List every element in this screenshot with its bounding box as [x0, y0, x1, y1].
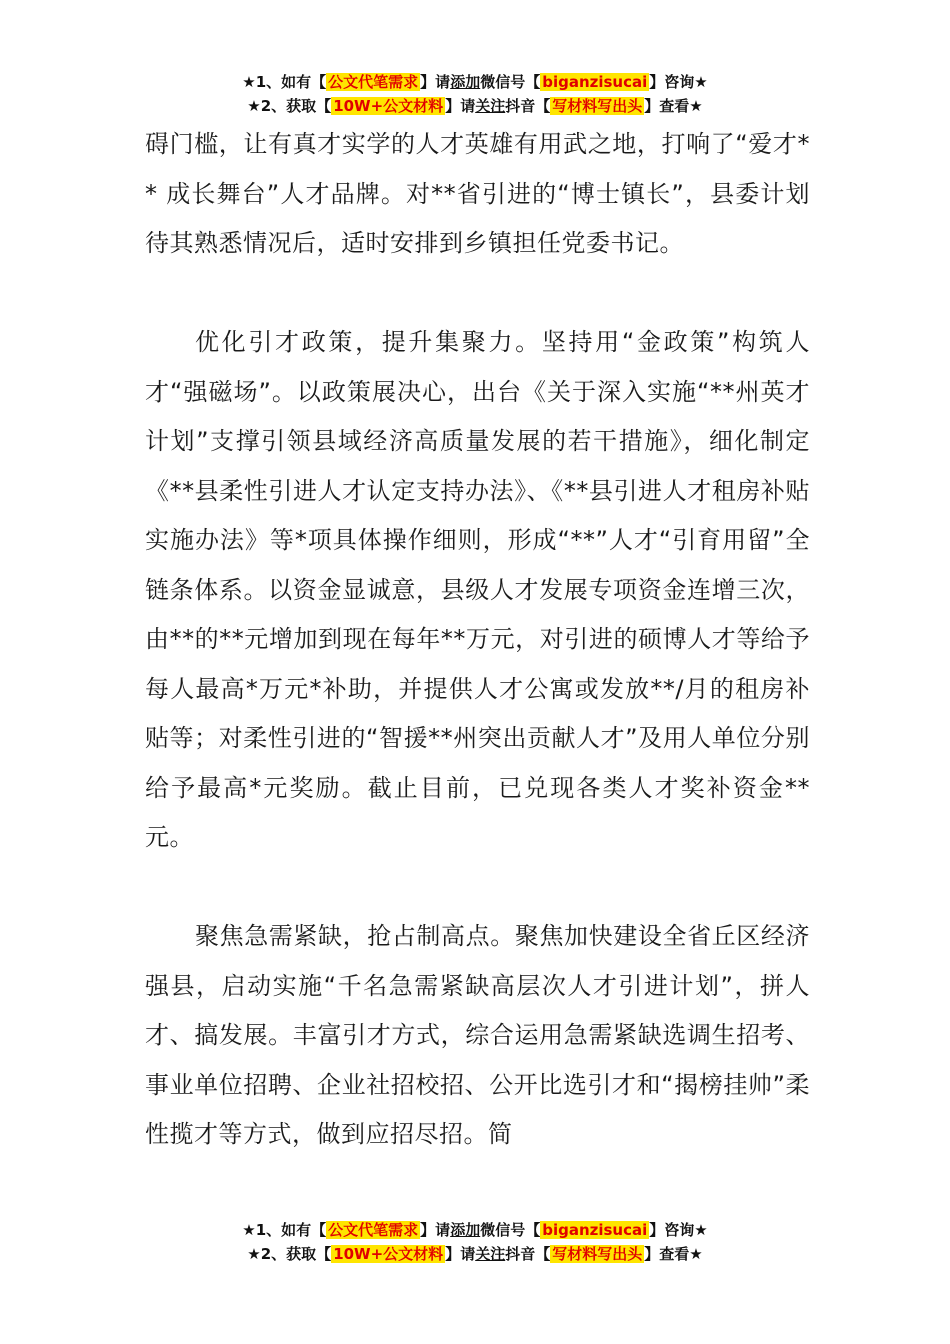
banner-text: 】咨询★ [649, 1221, 708, 1239]
banner-line-1 [0, 1218, 950, 1242]
banner-underlined: 关注 [475, 97, 506, 115]
banner-text: ★1、如有【 [242, 1221, 327, 1239]
banner-highlight: 写材料写出头 [552, 97, 643, 115]
banner-text: 抖音【 [505, 1245, 551, 1263]
paragraph: 碍门槛，让有真才实学的人才英雄有用武之地，打响了“爱才** 成长舞台”人才品牌。对**省引进的“博士镇长”，县委计划待其熟悉情况后，适时安排到乡镇担任党委书记。 [145, 130, 810, 257]
banner-text: 抖音【 [505, 97, 551, 115]
banner-highlight: 公文代笔需求 [328, 1221, 419, 1239]
banner-text: 】请 [420, 73, 451, 91]
document-body [145, 120, 810, 1160]
banner-highlight: 10W+公文材料 [333, 1245, 444, 1263]
banner-text: 微信号【 [480, 1221, 541, 1239]
paragraph: 优化引才政策，提升集聚力。坚持用“金政策”构筑人才“强磁场”。以政策展决心，出台《关于深入实施“**州英才计划”支撑引领县域经济高质量发展的若干措施》，细化制定《**县柔性引进人才认定支持办法》、《**县引进人才租房补贴实施办法》等*项具体操作细则，形成“**”人才“引育用留”全链条体系。以资金显诚意，县级人才发展专项资金连增三次，由**的**元增加到现在每年**万元，对引进的硕博人才等给予每人最高*万元*补助，并提供人才公寓或发放**/月的租房补贴等；对柔性引进的“智援**州突出贡献人才”及用人单位分别给予最高*元奖励。截止目前，已兑现各类人才奖补资金**元。 [145, 328, 810, 851]
banner-line-2 [0, 94, 950, 118]
banner-line-1 [0, 70, 950, 94]
banner-text: ★2、获取【 [247, 1245, 332, 1263]
banner-text: 】请 [445, 97, 476, 115]
banner-text: 】查看★ [644, 1245, 703, 1263]
banner-text: 】请 [445, 1245, 476, 1263]
paragraph: 聚焦急需紧缺，抢占制高点。聚焦加快建设全省丘区经济强县，启动实施“千名急需紧缺高层次人才引进计划”，拼人才、搞发展。丰富引才方式，综合运用急需紧缺选调生招考、事业单位招聘、企业社招校招、公开比选引才和“揭榜挂帅”柔性揽才等方式，做到应招尽招。简 [145, 922, 810, 1148]
banner-highlight: biganzisucai [542, 73, 648, 91]
banner-highlight: 公文代笔需求 [328, 73, 419, 91]
banner-text: 】咨询★ [649, 73, 708, 91]
banner-highlight: 10W+公文材料 [333, 97, 444, 115]
footer-banner [0, 1218, 950, 1266]
paragraph-gap [145, 863, 810, 913]
banner-text: ★2、获取【 [247, 97, 332, 115]
header-banner [0, 70, 950, 118]
banner-highlight: 写材料写出头 [552, 1245, 643, 1263]
banner-underlined: 添加 [450, 1221, 481, 1239]
banner-text: 】查看★ [644, 97, 703, 115]
banner-text: ★1、如有【 [242, 73, 327, 91]
banner-underlined: 添加 [450, 73, 481, 91]
banner-text: 】请 [420, 1221, 451, 1239]
banner-text: 微信号【 [480, 73, 541, 91]
banner-line-2 [0, 1242, 950, 1266]
banner-underlined: 关注 [475, 1245, 506, 1263]
paragraph-gap [145, 269, 810, 319]
banner-highlight: biganzisucai [542, 1221, 648, 1239]
